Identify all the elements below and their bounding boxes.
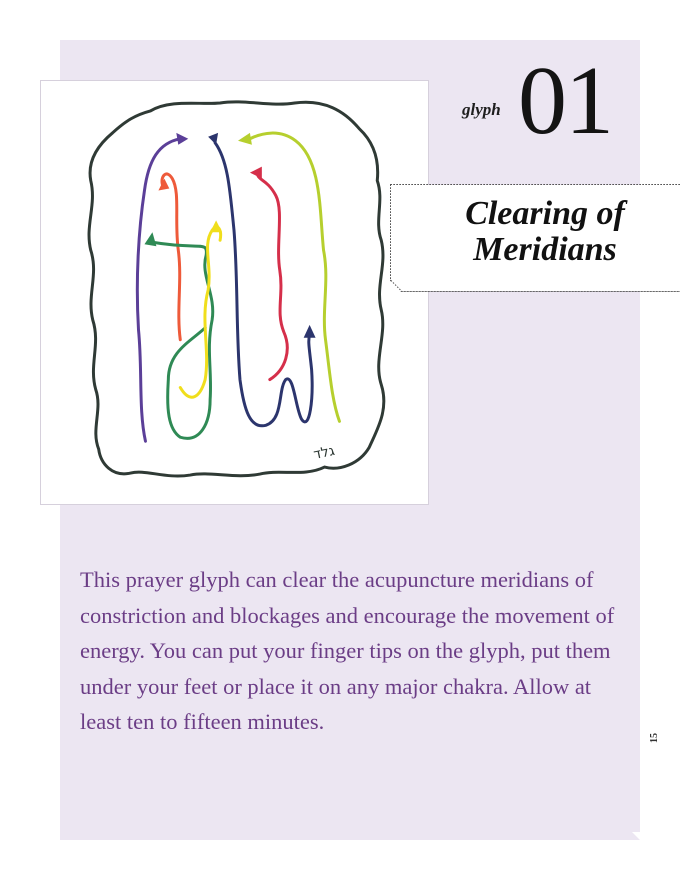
description-paragraph: This prayer glyph can clear the acupuncture meridians of constriction and blockages and encourage the movement of energy. You can put your finger tips on the glyph, put them under your feet or place it on any major chakra. Allow at least ten to fifteen minutes. (80, 567, 615, 734)
title-line-1: Clearing of (465, 195, 625, 232)
orange-meridian (162, 174, 180, 340)
yellow-meridian (180, 227, 220, 397)
glyph-number: 01 (518, 47, 612, 155)
lime-meridian (250, 133, 340, 421)
green-meridian (152, 242, 212, 438)
glyph-illustration (40, 80, 429, 505)
navy-arrowhead-bottom (304, 325, 316, 338)
yellow-arrowhead (210, 220, 222, 232)
lime-arrowhead (238, 133, 252, 145)
red-meridian (258, 176, 287, 380)
navy-meridian (215, 143, 312, 426)
page-title (455, 196, 635, 268)
purple-arrowhead (176, 133, 188, 145)
green-arrowhead (144, 232, 156, 246)
meridian-glyph-drawing (41, 81, 428, 504)
artist-signature: גלד (312, 442, 337, 464)
orange-arrowhead (158, 179, 169, 191)
title-line-2: Meridians (473, 231, 617, 268)
page-number: 15 (649, 733, 660, 743)
glyph-label: glyph (462, 100, 501, 119)
panel-corner-notch (632, 832, 640, 840)
red-arrowhead (250, 167, 262, 179)
